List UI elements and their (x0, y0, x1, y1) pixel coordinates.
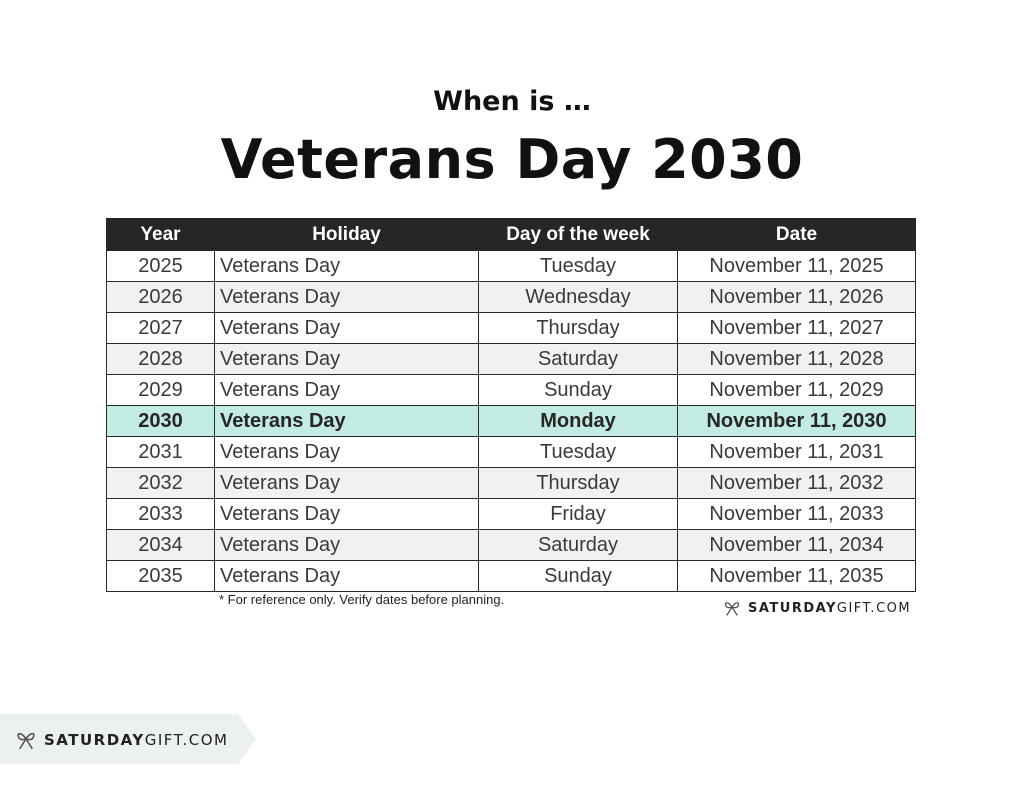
column-header-date: Date (678, 219, 916, 251)
holiday-cell: Veterans Day (215, 375, 479, 406)
date-cell: November 11, 2030 (678, 406, 916, 437)
year-cell: 2029 (107, 375, 215, 406)
table-row (107, 313, 916, 344)
year-cell: 2025 (107, 251, 215, 282)
table-row (107, 530, 916, 561)
weekday-cell: Thursday (479, 313, 678, 344)
ribbon-bow-icon (14, 728, 38, 752)
date-cell: November 11, 2034 (678, 530, 916, 561)
holiday-cell: Veterans Day (215, 561, 479, 592)
heading-pre: When is … (433, 86, 591, 117)
disclaimer-note: * For reference only. Verify dates before planning. (219, 592, 505, 607)
brand-light-text: GIFT.COM (144, 731, 229, 749)
ribbon-bow-icon (722, 598, 742, 618)
date-cell: November 11, 2025 (678, 251, 916, 282)
column-header-day: Day of the week (479, 219, 678, 251)
table-row (107, 499, 916, 530)
weekday-cell: Wednesday (479, 282, 678, 313)
holiday-cell: Veterans Day (215, 530, 479, 561)
table-row (107, 251, 916, 282)
date-cell: November 11, 2032 (678, 468, 916, 499)
weekday-cell: Saturday (479, 344, 678, 375)
holiday-cell: Veterans Day (215, 282, 479, 313)
year-cell: 2033 (107, 499, 215, 530)
weekday-cell: Saturday (479, 530, 678, 561)
veterans-day-table (106, 218, 916, 592)
weekday-cell: Sunday (479, 375, 678, 406)
table-row (107, 344, 916, 375)
date-cell: November 11, 2031 (678, 437, 916, 468)
table-header-row (107, 219, 916, 251)
holiday-cell: Veterans Day (215, 437, 479, 468)
year-cell: 2032 (107, 468, 215, 499)
page-title: Veterans Day 2030 (220, 128, 804, 191)
brand-light-text: GIFT.COM (836, 600, 912, 616)
brand-logo (722, 598, 911, 618)
year-cell: 2031 (107, 437, 215, 468)
year-cell: 2028 (107, 344, 215, 375)
date-cell: November 11, 2026 (678, 282, 916, 313)
holiday-cell: Veterans Day (215, 251, 479, 282)
weekday-cell: Friday (479, 499, 678, 530)
year-cell: 2034 (107, 530, 215, 561)
date-cell: November 11, 2028 (678, 344, 916, 375)
year-cell: 2026 (107, 282, 215, 313)
brand-bold-text: SATURDAY (44, 731, 145, 749)
date-cell: November 11, 2033 (678, 499, 916, 530)
weekday-cell: Thursday (479, 468, 678, 499)
weekday-cell: Tuesday (479, 437, 678, 468)
column-header-year: Year (107, 219, 215, 251)
table-row (107, 375, 916, 406)
column-header-holiday: Holiday (215, 219, 479, 251)
weekday-cell: Tuesday (479, 251, 678, 282)
table-row (107, 561, 916, 592)
table-row (107, 282, 916, 313)
holiday-cell: Veterans Day (215, 406, 479, 437)
date-cell: November 11, 2035 (678, 561, 916, 592)
brand-logo-footer (14, 728, 229, 752)
table-row-highlighted (107, 406, 916, 437)
date-cell: November 11, 2029 (678, 375, 916, 406)
year-cell: 2035 (107, 561, 215, 592)
year-cell: 2030 (107, 406, 215, 437)
table-row (107, 437, 916, 468)
holiday-cell: Veterans Day (215, 344, 479, 375)
brand-bold-text: SATURDAY (748, 600, 837, 616)
holiday-cell: Veterans Day (215, 468, 479, 499)
holiday-cell: Veterans Day (215, 499, 479, 530)
date-cell: November 11, 2027 (678, 313, 916, 344)
weekday-cell: Sunday (479, 561, 678, 592)
table-row (107, 468, 916, 499)
weekday-cell: Monday (479, 406, 678, 437)
holiday-cell: Veterans Day (215, 313, 479, 344)
year-cell: 2027 (107, 313, 215, 344)
